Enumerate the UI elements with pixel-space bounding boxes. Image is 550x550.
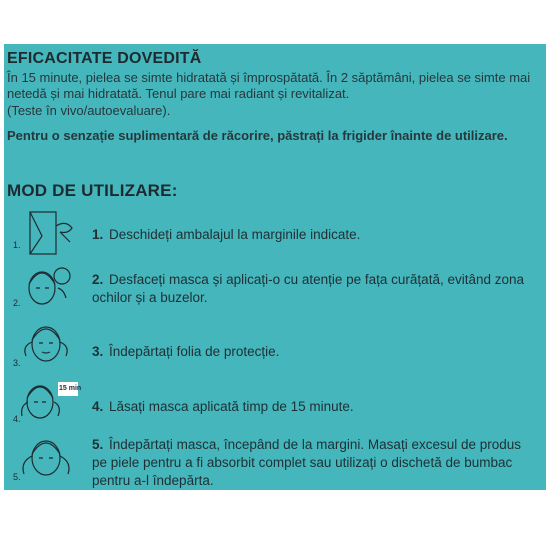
timer-badge: 15 min [59, 385, 82, 392]
step-2-label: Desfaceți masca și aplicați-o cu atenție pe fața curățată, evitând zona ochilor și a buzelor. [92, 272, 525, 305]
step-5-label: Îndepărtați masca, începând de la margini. Masați excesul de produs pe piele pentru a fi absorbit complet sau utilizați o dischetă de bumbac pentru a-l îndepărta. [92, 437, 522, 488]
step-3-small-number: 3. [13, 358, 21, 368]
step-5-small-number: 5. [13, 472, 21, 482]
remove-film-icon [12, 316, 80, 376]
step-3-label: Îndepărtați folia de protecție. [109, 344, 280, 359]
step-4-label: Lăsați masca aplicată timp de 15 minute. [109, 399, 354, 414]
step-3-text [92, 343, 532, 361]
top-white-strip [0, 0, 550, 44]
cooling-note: Pentru o senzație suplimentară de răcorire, păstrați la frigider înainte de utilizare. [7, 128, 508, 143]
step-2-number: 2. [92, 272, 104, 287]
step-2-text [92, 271, 532, 307]
bottom-white-strip [0, 490, 550, 550]
apply-mask-icon [12, 258, 80, 318]
efficacy-title: EFICACITATE DOVEDITĂ [7, 50, 202, 67]
open-package-icon [12, 206, 80, 266]
remove-mask-icon [12, 428, 80, 488]
step-4-small-number: 4. [13, 414, 21, 424]
wait-timer-icon [12, 372, 80, 432]
step-4-number: 4. [92, 399, 104, 414]
test-note: (Teste în vivo/autoevaluare). [7, 103, 171, 118]
step-4-text [92, 398, 532, 416]
step-5-number: 5. [92, 437, 104, 452]
step-3-number: 3. [92, 344, 104, 359]
step-1-small-number: 1. [13, 240, 21, 250]
efficacy-paragraph: În 15 minute, pielea se simte hidratată și împrospătată. În 2 săptămâni, pielea se simte mai netedă și mai hidratată. Tenul pare mai radiant și revitalizat. [7, 70, 531, 101]
usage-title: MOD DE UTILIZARE: [7, 181, 178, 200]
step-1-text [92, 226, 532, 244]
step-1-label: Deschideți ambalajul la marginile indicate. [109, 227, 361, 242]
step-5-text [92, 436, 532, 490]
step-1-number: 1. [92, 227, 104, 242]
step-2-small-number: 2. [13, 298, 21, 308]
